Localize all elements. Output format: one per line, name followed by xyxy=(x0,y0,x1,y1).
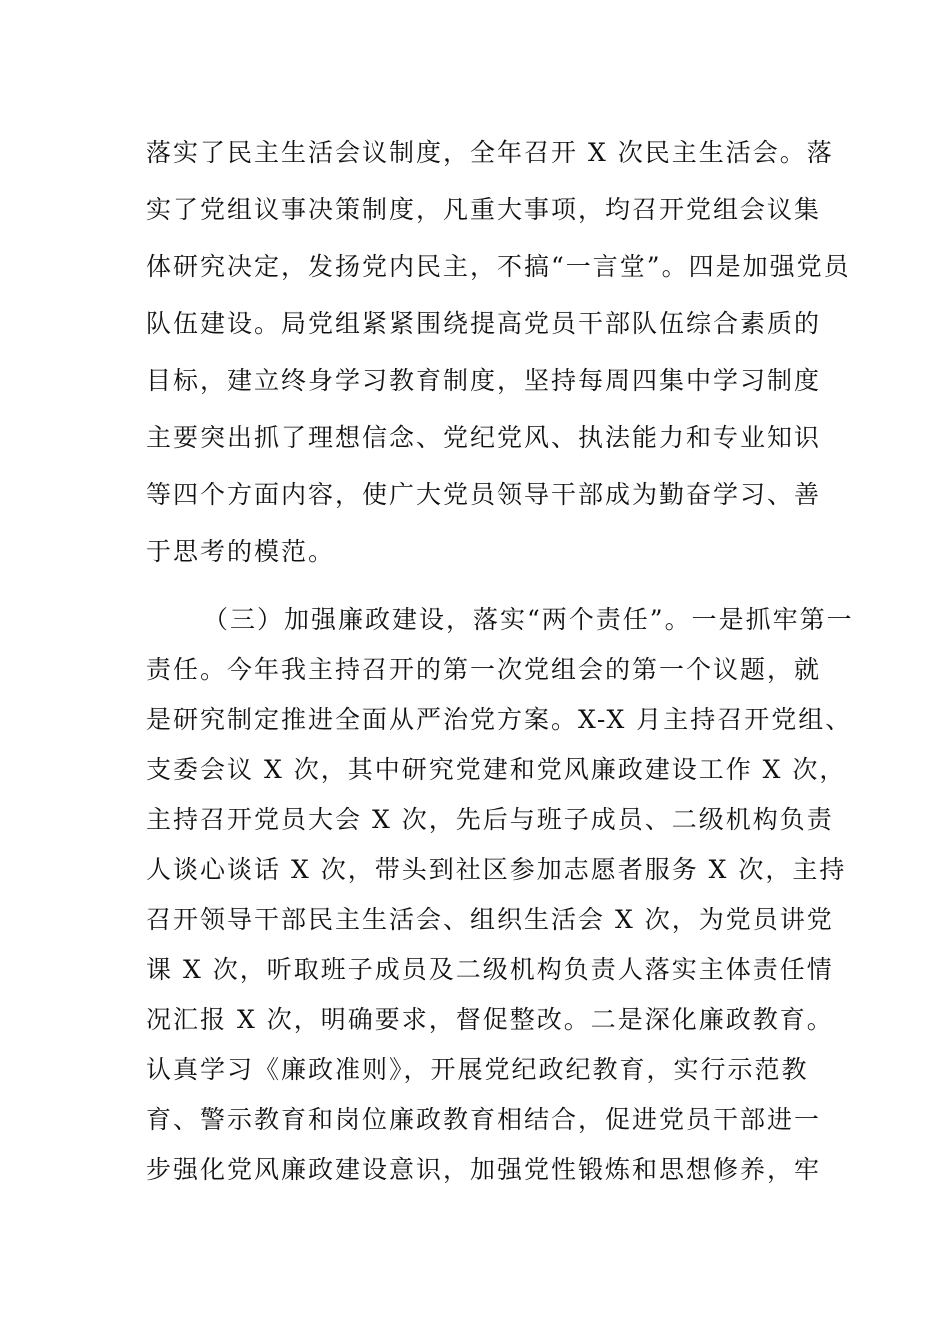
text-line: 支委会议 X 次，其中研究党建和党风廉政建设工作 X 次， xyxy=(146,755,847,784)
text-line: 主持召开党员大会 X 次，先后与班子成员、二级机构负责 xyxy=(146,805,834,834)
text-line: 体研究决定，发扬党内民主，不搞“一言堂”。四是加强党员 xyxy=(146,252,851,281)
text-line: 育、警示教育和岗位廉政教育相结合，促进党员干部进一 xyxy=(146,1105,822,1134)
text-line: 责任。今年我主持召开的第一次党组会的第一个议题，就 xyxy=(146,655,822,684)
text-line: 目标，建立终身学习教育制度，坚持每周四集中学习制度 xyxy=(146,366,822,395)
text-line: 实了党组议事决策制度，凡重大事项，均召开党组会议集 xyxy=(146,195,822,224)
text-line: 人谈心谈话 X 次，带头到社区参加志愿者服务 X 次，主持 xyxy=(146,855,847,884)
text-line: 落实了民主生活会议制度，全年召开 X 次民主生活会。落 xyxy=(146,138,834,167)
text-line: 步强化党风廉政建设意识，加强党性锻炼和思想修养，牢 xyxy=(146,1155,822,1184)
text-line: 况汇报 X 次，明确要求，督促整改。二是深化廉政教育。 xyxy=(146,1005,834,1034)
text-line: 主要突出抓了理想信念、党纪党风、执法能力和专业知识 xyxy=(146,423,822,452)
text-line: （三）加强廉政建设，落实“两个责任”。一是抓牢第一 xyxy=(203,605,854,634)
text-line: 认真学习《廉政准则》，开展党纪政纪教育，实行示范教 xyxy=(146,1055,809,1084)
text-line: 于思考的模范。 xyxy=(146,537,336,566)
text-line: 是研究制定推进全面从严治党方案。X-X 月主持召开党组、 xyxy=(146,705,853,734)
text-line: 队伍建设。局党组紧紧围绕提高党员干部队伍综合素质的 xyxy=(146,309,822,338)
text-line: 课 X 次，听取班子成员及二级机构负责人落实主体责任情 xyxy=(146,955,834,984)
text-line: 召开领导干部民主生活会、组织生活会 X 次，为党员讲党 xyxy=(146,905,834,934)
text-line: 等四个方面内容，使广大党员领导干部成为勤奋学习、善 xyxy=(146,480,822,509)
